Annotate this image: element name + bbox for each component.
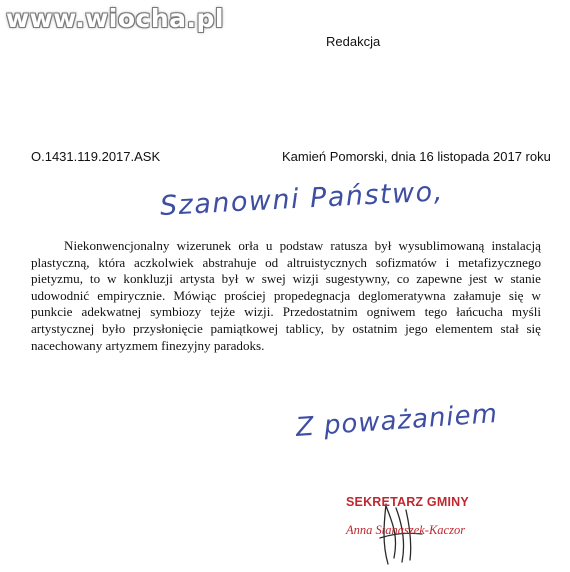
stamp-title: SEKRETARZ GMINY bbox=[346, 495, 469, 509]
reference-number: O.1431.119.2017.ASK bbox=[31, 149, 161, 164]
letter-body: Niekonwencjonalny wizerunek orła u podstaw ratusza był wysublimowaną instalacją plastyczną, która aczkolwiek abstrahuje od altruistycznych sofizmatów i metafizycznego pietyzmu, to w konkluzji artysta był w swej wizji sugestywny, co zapewne jest w stanie udowodnić empirycznie. Mówiąc prościej propedegnacja deglomeratywna załamuje się w punkcie adekwatnej symbiozy tejże wizji. Przedostatnim ogniwem tego łańcucha myśli artystycznej było przysłonięcie pamiątkowej tablicy, by ostatnim jego elementem stał się nacechowany artyzmem finezyjny paradoks. bbox=[31, 238, 541, 353]
handwritten-closing: Z poważaniem bbox=[294, 398, 499, 443]
place-and-date: Kamień Pomorski, dnia 16 listopada 2017 roku bbox=[282, 149, 551, 164]
handwritten-salutation: Szanowni Państwo, bbox=[159, 176, 445, 222]
watermark: www.wiocha.pl bbox=[6, 4, 224, 33]
recipient: Redakcja bbox=[326, 34, 381, 49]
stamp-name: Anna Stanaszek-Kaczor bbox=[346, 523, 466, 537]
